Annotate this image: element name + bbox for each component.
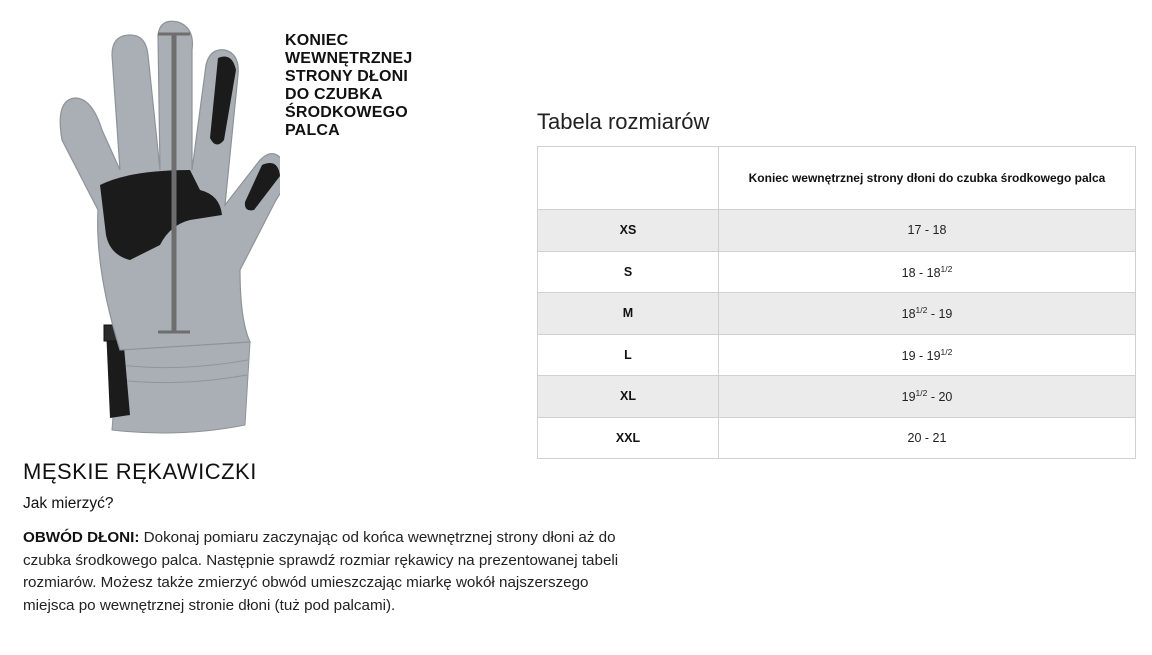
table-row: [538, 251, 1136, 293]
table-header-row: [538, 147, 1136, 210]
table-row: [538, 376, 1136, 418]
table-row: [538, 334, 1136, 376]
fraction-superscript: 1/2: [940, 263, 953, 274]
measurement-cell: $19^{1/2} - 20$: [719, 376, 1136, 418]
size-cell: S: [538, 251, 719, 293]
size-cell: XS: [538, 210, 719, 252]
table-row: [538, 210, 1136, 252]
how-to-measure-heading: Jak mierzyć?: [23, 495, 114, 512]
measurement-column-header: Koniec wewnętrznej strony dłoni do czubka środkowego palca: [719, 147, 1136, 210]
measurement-cell: $18 - 18^{1/2}$: [719, 251, 1136, 293]
callout-line: WEWNĘTRZNEJ: [285, 50, 413, 67]
measurement-cell: $18^{1/2} - 19$: [719, 293, 1136, 335]
measurement-description: [23, 527, 623, 617]
glove-image: [40, 20, 280, 440]
callout-line: DO CZUBKA: [285, 86, 383, 103]
glove-illustration: [40, 20, 280, 440]
size-table: [537, 146, 1136, 459]
fraction-superscript: 1/2: [915, 305, 928, 316]
size-cell: L: [538, 334, 719, 376]
callout-line: ŚRODKOWEGO: [285, 104, 408, 121]
size-cell: XXL: [538, 417, 719, 459]
size-cell: XL: [538, 376, 719, 418]
size-column-header: [538, 147, 719, 210]
fraction-superscript: 1/2: [940, 346, 953, 357]
measurement-cell: 17 - 18: [719, 210, 1136, 252]
fraction-superscript: 1/2: [915, 388, 928, 399]
table-row: [538, 293, 1136, 335]
measurement-cell: $19 - 19^{1/2}$: [719, 334, 1136, 376]
description-label: OBWÓD DŁONI:: [23, 529, 140, 546]
description-text: Dokonaj pomiaru zaczynając od końca wewnętrznej strony dłoni aż do czubka środkowego palca. Następnie sprawdź rozmiar rękawicy na prezentowanej tabeli rozmiarów. Możesz także zmierzyć obwód umieszczając miarkę wokół najszerszego miejsca po wewnętrznej stronie dłoni (tuż pod palcami).: [23, 529, 619, 614]
size-table-title: Tabela rozmiarów: [537, 109, 710, 134]
size-cell: M: [538, 293, 719, 335]
table-row: [538, 417, 1136, 459]
measurement-callout: [285, 32, 435, 140]
measurement-cell: 20 - 21: [719, 417, 1136, 459]
section-title: MĘSKIE RĘKAWICZKI: [23, 459, 257, 484]
callout-line: KONIEC: [285, 32, 349, 49]
callout-line: STRONY DŁONI: [285, 68, 409, 85]
callout-line: PALCA: [285, 122, 340, 139]
